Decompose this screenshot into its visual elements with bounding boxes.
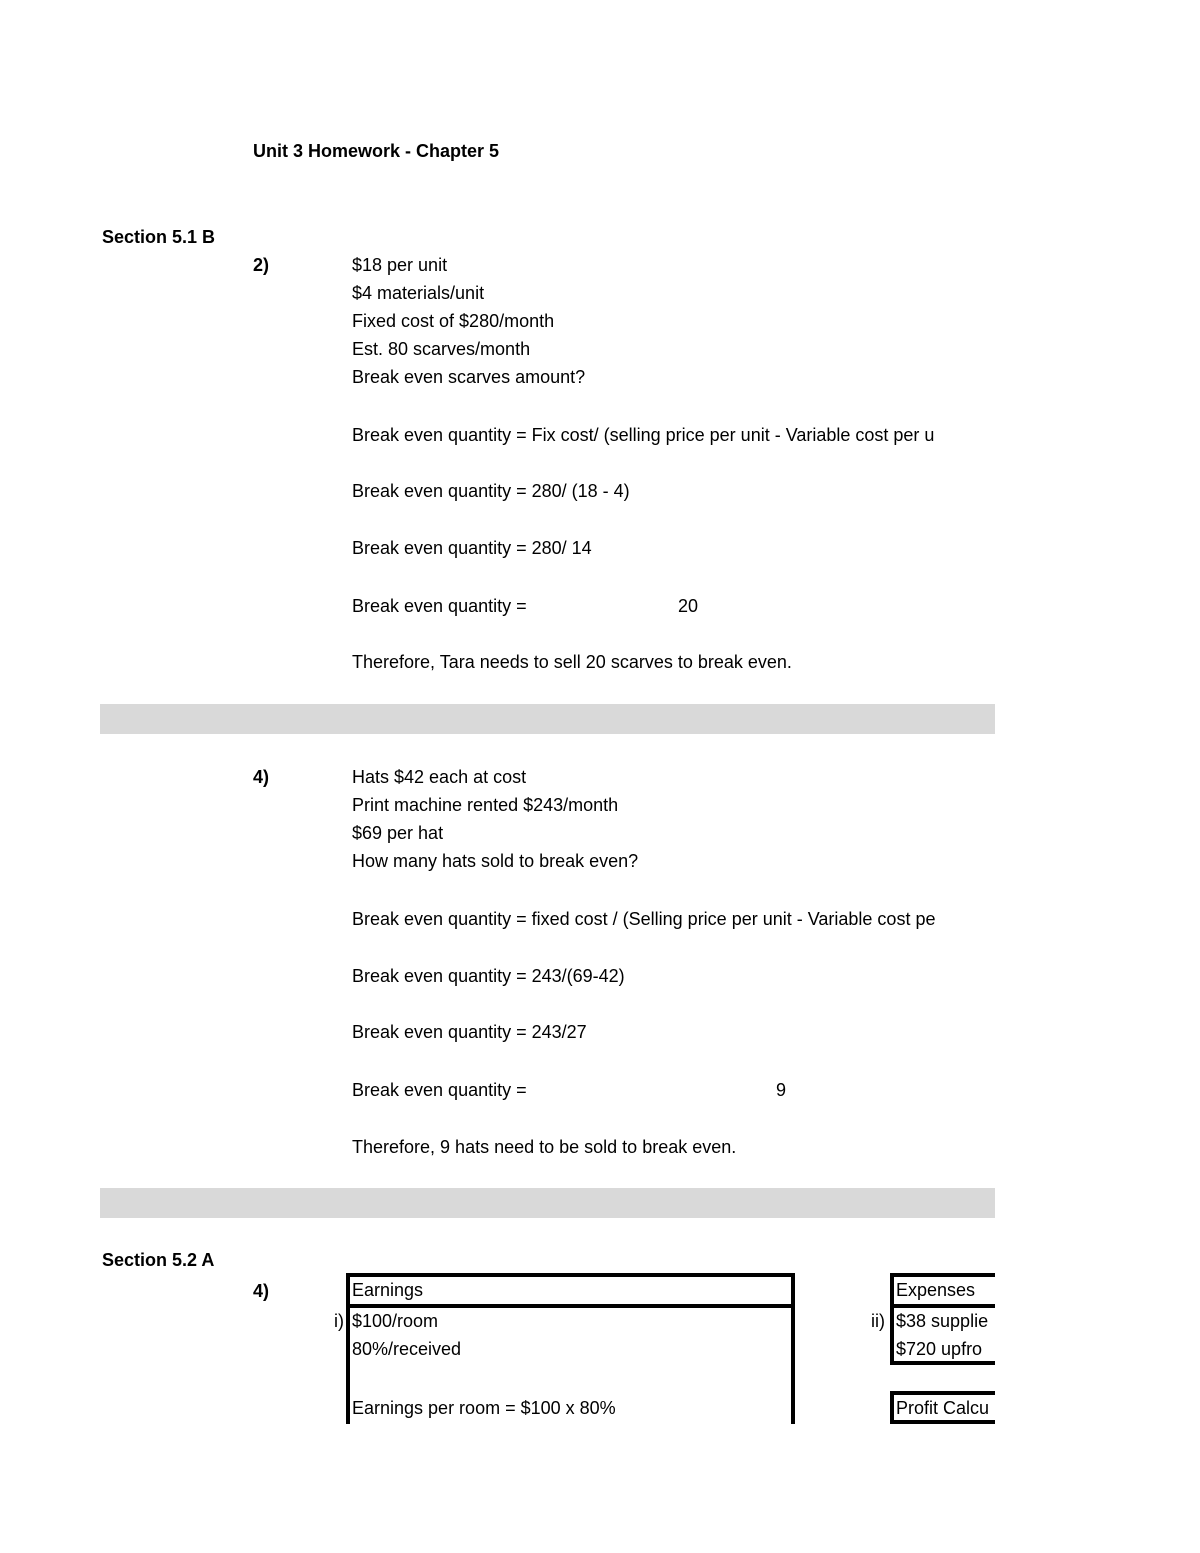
profit-header: Profit Calcu <box>896 1398 990 1418</box>
expenses-line: $720 upfro <box>896 1339 983 1359</box>
part-marker-ii: ii) <box>871 1311 885 1331</box>
expenses-top-border <box>890 1273 995 1277</box>
expenses-line: $38 supplie <box>896 1311 989 1331</box>
expenses-bottom-border <box>890 1361 995 1365</box>
result-value: 20 <box>678 596 699 616</box>
question-number-2: 2) <box>253 255 270 275</box>
earnings-left-border <box>346 1305 350 1424</box>
question-number-4: 4) <box>253 1281 270 1301</box>
given-line: Est. 80 scarves/month <box>352 339 531 359</box>
given-line: Break even scarves amount? <box>352 367 586 387</box>
calculation-step: Break even quantity = 243/27 <box>352 1022 587 1042</box>
page-title: Unit 3 Homework - Chapter 5 <box>253 141 500 161</box>
calculation-step: Break even quantity = 280/ 14 <box>352 538 592 558</box>
calculation-step: Break even quantity = 243/(69-42) <box>352 966 625 986</box>
profit-bottom-border <box>890 1420 995 1424</box>
conclusion-line: Therefore, Tara needs to sell 20 scarves to break even. <box>352 652 792 672</box>
profit-top-border <box>890 1391 995 1395</box>
calculation-step: Break even quantity = 280/ (18 - 4) <box>352 481 630 501</box>
section-heading-5-2-a: Section 5.2 A <box>102 1250 215 1270</box>
part-marker-i: i) <box>334 1311 344 1331</box>
row-separator-bar <box>100 1188 995 1218</box>
formula-line: Break even quantity = Fix cost/ (selling price per unit - Variable cost per u <box>352 425 935 445</box>
given-line: $4 materials/unit <box>352 283 485 303</box>
given-line: $18 per unit <box>352 255 448 275</box>
earnings-header: Earnings <box>352 1280 424 1300</box>
result-label: Break even quantity = <box>352 596 527 616</box>
section-heading-5-1-b: Section 5.1 B <box>102 227 216 247</box>
profit-left-border <box>890 1391 894 1424</box>
result-label: Break even quantity = <box>352 1080 527 1100</box>
earnings-right-border <box>791 1305 795 1424</box>
question-number-4: 4) <box>253 767 270 787</box>
given-line: How many hats sold to break even? <box>352 851 639 871</box>
given-line: Fixed cost of $280/month <box>352 311 555 331</box>
result-value: 9 <box>776 1080 787 1100</box>
earnings-line: $100/room <box>352 1311 439 1331</box>
expenses-left-border <box>890 1273 894 1365</box>
expenses-header-divider <box>890 1304 995 1308</box>
row-separator-bar <box>100 704 995 734</box>
earnings-line: 80%/received <box>352 1339 462 1359</box>
given-line: Hats $42 each at cost <box>352 767 527 787</box>
formula-line: Break even quantity = fixed cost / (Selling price per unit - Variable cost pe <box>352 909 936 929</box>
given-line: Print machine rented $243/month <box>352 795 619 815</box>
given-line: $69 per hat <box>352 823 444 843</box>
conclusion-line: Therefore, 9 hats need to be sold to break even. <box>352 1137 737 1157</box>
expenses-header: Expenses <box>896 1280 976 1300</box>
earnings-line: Earnings per room = $100 x 80% <box>352 1398 616 1418</box>
